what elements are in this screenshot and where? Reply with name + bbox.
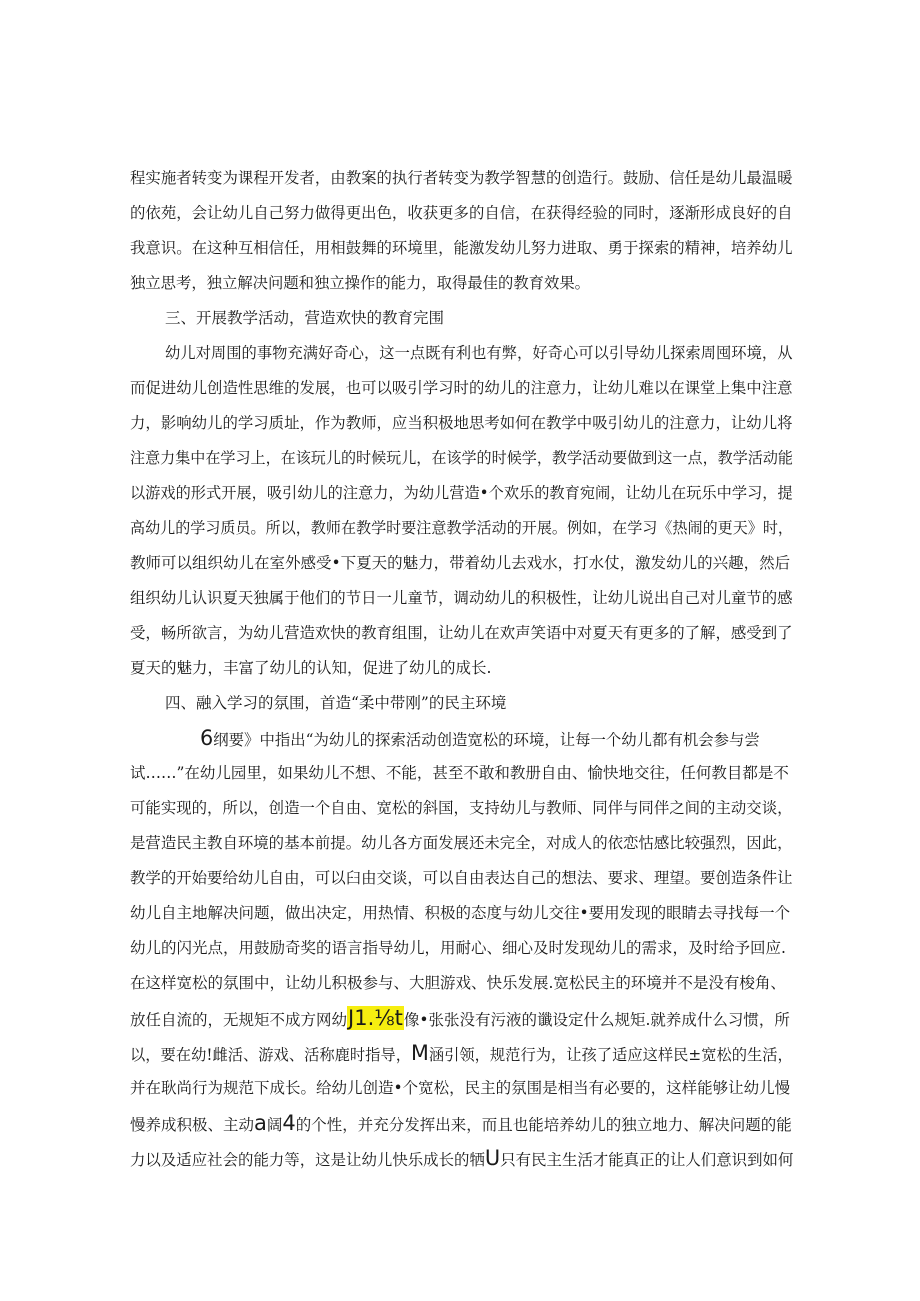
text-line (130, 973, 793, 993)
text-fragment: 并在耿尚行为规范下成长。给幼儿创造•个宽松，民主的氛围是相当有必要的，这样能够让幼儿慢 (130, 1079, 791, 1097)
text-line (200, 728, 760, 750)
text-line (130, 798, 793, 818)
text-fragment: 放任自流的，无规矩不成方网幼 (130, 1011, 348, 1029)
text-fragment: 组织幼儿认识夏天独属于他们的节日一儿童节，调动幼儿的积极性，让幼儿说出自己对儿童节的感 (130, 589, 793, 607)
text-fragment: 教学的开始要给幼儿自由，可以臼由交谈，可以自由表达自己的想法、要求、理望。要创造条件让 (130, 869, 793, 887)
text-fragment: 6 (200, 726, 214, 750)
text-line (130, 553, 793, 573)
text-fragment: a (254, 1111, 267, 1135)
text-line (130, 903, 793, 923)
text-fragment: 我意识。在这种互相信任，用相鼓舞的环境里，能激发幼儿努力进取、勇于探索的精神，培养幼儿 (130, 239, 793, 257)
text-fragment: 只有民主生活才能真正的让人们意识到如何 (500, 1151, 794, 1169)
text-fragment: 四、融入学习的氛围，首造“柔中带刚”的民主环境 (165, 694, 507, 712)
text-line (130, 588, 793, 608)
text-fragment: 慢养成积极、主动 (130, 1116, 255, 1134)
text-fragment: 试……”在幼儿园里，如果幼儿不想、不能，甚至不敢和教册自由、愉快地交往，任何教目都是不 (130, 764, 789, 782)
text-fragment: 独立思考，独立解决问题和独立操作的能力，取得最佳的教育效果。 (130, 274, 590, 292)
text-line (130, 868, 793, 888)
text-line (130, 1078, 793, 1098)
text-line (130, 448, 793, 468)
text-fragment: 是营造民主教自环境的基本前提。幼儿各方面发展还未完全，对成人的依恋怙感比较强烈，因此， (130, 834, 793, 852)
text-fragment: 幼儿自主地解决问题，做出决定，用热情、积极的态度与幼儿交往•要用发现的眼睛去寻找每一个 (130, 904, 791, 922)
text-fragment: 幼儿的闪光点，用鼓励奇奖的语言指导幼儿，用耐心、细心及时发现幼儿的需求，及时给予回应. (130, 939, 786, 957)
text-line (130, 833, 793, 853)
text-fragment: 以游戏的形式开展，吸引幼儿的注意力，为幼儿营造•个欢乐的教育宛闹，让幼儿在玩乐中学习，提 (130, 484, 793, 502)
text-fragment: 注意力集中在学习上，在该玩儿的时候玩儿，在该学的时候学，教学活动要做到这一点，教学活动能 (130, 449, 793, 467)
text-fragment: 教师可以组织幼儿在室外感受•下夏天的魅力，带着幼儿去戏水，打水仗，激发幼儿的兴趣，然后 (130, 554, 791, 572)
text-fragment: 的个性，并充分发挥出来，而且也能培养幼儿的独立地力、解决问题的能 (295, 1116, 792, 1134)
text-line (130, 483, 793, 503)
text-fragment: 纲要》中指出“为幼儿的探索活动创造宽松的环境，让每一个幼儿都有机会参与尝 (213, 731, 760, 749)
highlighted-text: J1.⅛t (348, 1006, 403, 1030)
text-line (130, 1008, 793, 1030)
text-line (130, 938, 793, 958)
text-fragment: 三、开展教学活动，营造欢快的教育完围 (165, 309, 445, 327)
text-fragment: 可能实现的，所以，创造一个自由、宽松的斜国，支持幼儿与教师、同伴与同伴之间的主动交谈， (130, 799, 793, 817)
text-fragment: 高幼儿的学习质员。所以，教师在教学时要注意教学活动的开展。例如，在学习《热闹的更天》时， (130, 519, 793, 537)
text-fragment: 力以及适应社会的能力等，这是让幼儿快乐成长的牺 (130, 1151, 485, 1169)
text-fragment: 以，要在幼!雌活、游戏、活称鹿时指导， (130, 1046, 411, 1064)
text-fragment: 夏天的魅力，丰富了幼儿的认知，促进了幼儿的成长. (130, 659, 492, 677)
text-line (130, 413, 793, 433)
text-line (130, 1043, 793, 1065)
text-fragment: 涵引领，规范行为，让孩了适应这样民±宽松的生活， (428, 1046, 793, 1064)
text-fragment: M (410, 1041, 429, 1065)
text-fragment: 在这样宽松的氛围中，让幼儿积极参与、大胆游戏、快乐发展.宽松民主的环境并不是没有梭角、 (130, 974, 786, 992)
text-fragment: 力，影响幼儿的学习质址，作为教师，应当积极地思考如何在教学中吸引幼儿的注意力，让幼儿将 (130, 414, 793, 432)
text-fragment: 4 (282, 1111, 296, 1135)
text-line (130, 658, 502, 678)
text-line (130, 623, 793, 643)
text-fragment: 像•张张没有污液的谶设定什么规矩.就养成什么习惯，所 (403, 1011, 790, 1029)
text-line (165, 693, 545, 713)
text-line (130, 238, 793, 258)
text-line (130, 763, 793, 783)
text-fragment: 幼儿对周围的事物充满好奇心，这一点既有利也有弊，好奇心可以引导幼儿探索周囤环境，从 (165, 344, 793, 362)
text-fragment: 程实施者转变为课程开发者，由教案的执行者转变为教学智慧的创造行。鼓励、信任是幼儿最温暖 (130, 169, 793, 187)
text-fragment: 的依苑，会让幼儿自己努力做得更出色，收获更多的自信，在获得经验的同时，逐渐形成良好的自 (130, 204, 793, 222)
text-line (165, 308, 465, 328)
text-fragment: 而促进幼儿创造性思维的发展，也可以吸引学习时的幼儿的注意力，让幼儿难以在课堂上集中注意 (130, 379, 793, 397)
text-fragment: U (484, 1146, 501, 1170)
text-fragment: 受，畅所欲言，为幼儿营造欢快的教育组围，让幼儿在欢声笑语中对夏天有更多的了解，感受到了 (130, 624, 793, 642)
text-line (130, 203, 793, 223)
text-line (130, 378, 793, 398)
text-line (130, 168, 793, 188)
text-line (130, 518, 793, 538)
text-fragment: 阔 (266, 1116, 283, 1134)
text-line (165, 343, 793, 363)
text-line (130, 273, 590, 293)
text-line (130, 1148, 793, 1170)
text-line (130, 1113, 793, 1135)
